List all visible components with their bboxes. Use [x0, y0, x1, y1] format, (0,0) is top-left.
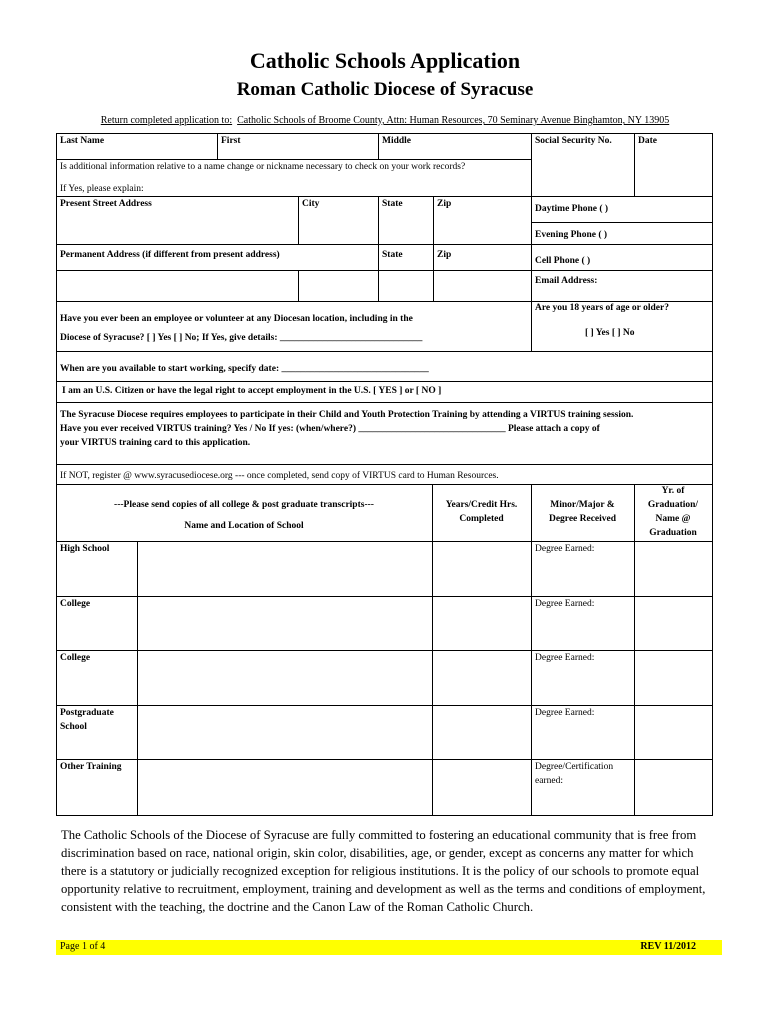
employee-question: Have you ever been an employee or volunteer at any Diocesan location, including in the [60, 314, 413, 324]
age-answer[interactable]: [ ] Yes [ ] No [585, 328, 635, 338]
revision-label: REV 11/2012 [640, 941, 696, 952]
permanent-state-field[interactable]: State [382, 250, 403, 260]
present-street-field[interactable]: Present Street Address [60, 199, 152, 209]
nondiscrimination-statement: The Catholic Schools of the Diocese of Syracuse are fully committed to fostering an educational community that is free from discrimination based on race, national origin, skin color, disabilities, age, or gender, except as concerns any matter for which there is a statutory or judicially recognized exception for religious institutions. It is the policy of our schools to promote equal opportunity relative to recruitment, employment, training and development as well as the terms and conditions of employment, consistent with the teaching, the doctrine and the Canon Law of the Roman Catholic Church. [61, 828, 706, 914]
last-name-field[interactable]: Last Name [60, 136, 105, 146]
degree-earned-field[interactable]: Degree Earned: [535, 653, 595, 663]
graduation-header: Yr. of [661, 486, 685, 496]
state-field[interactable]: State [382, 199, 403, 209]
cell-phone-field[interactable]: Cell Phone ( ) [535, 256, 591, 266]
virtus-register: If NOT, register @ www.syracusediocese.org --- once completed, send copy of VIRTUS card to Human Resources. [60, 471, 499, 481]
permanent-zip-field[interactable]: Zip [437, 250, 452, 260]
date-field[interactable]: Date [638, 136, 657, 146]
years-header: Years/Credit Hrs. [445, 500, 518, 510]
row-label-college: College [60, 653, 91, 663]
evening-phone-field[interactable]: Evening Phone ( ) [535, 230, 608, 240]
page-subtitle: Roman Catholic Diocese of Syracuse [236, 79, 534, 100]
degree-earned-field[interactable]: Degree Earned: [535, 599, 595, 609]
transcript-note: ---Please send copies of all college & post graduate transcripts--- [114, 500, 374, 510]
row-label-high-school: High School [60, 544, 110, 554]
age-question: Are you 18 years of age or older? [535, 303, 669, 313]
employee-answer[interactable]: Diocese of Syracuse? [ ] Yes [ ] No; If Yes, give details: ______________________________ [60, 333, 423, 343]
school-name-header: Name and Location of School [184, 521, 304, 531]
return-address [0, 115, 770, 126]
virtus-attach: your VIRTUS training card to this application. [60, 438, 251, 448]
return-prefix: Return completed application to: [100, 115, 233, 126]
virtus-question[interactable]: Have you ever received VIRTUS training? Yes / No If yes: (when/where?) _______________________________ Please attach a copy of [60, 424, 600, 434]
email-field[interactable]: Email Address: [535, 276, 598, 286]
zip-field[interactable]: Zip [437, 199, 452, 209]
row-label-college: College [60, 599, 91, 609]
row-label-other-training: Other Training [60, 762, 122, 772]
degree-header: Minor/Major & [550, 500, 615, 510]
additional-info-question: Is additional information relative to a name change or nickname necessary to check on your work records? [60, 162, 466, 172]
degree-header-2: Degree Received [548, 514, 617, 524]
degree-earned-field[interactable]: Degree Earned: [535, 544, 595, 554]
ssn-field[interactable]: Social Security No. [535, 136, 612, 146]
graduation-header-4: Graduation [649, 528, 697, 538]
page-number: Page 1 of 4 [60, 941, 106, 952]
graduation-header-2: Graduation/ [647, 500, 699, 510]
virtus-requirement: The Syracuse Diocese requires employees to participate in their Child and Youth Protection Training by attending a VIRTUS training session. [60, 410, 634, 420]
page-title: Catholic Schools Application [249, 48, 521, 73]
explain-field[interactable]: If Yes, please explain: [60, 184, 144, 194]
daytime-phone-field[interactable]: Daytime Phone ( ) [535, 204, 609, 214]
permanent-address-field[interactable]: Permanent Address (if different from present address) [60, 250, 280, 260]
certification-field-2[interactable]: earned: [535, 776, 563, 786]
row-label-postgraduate: Postgraduate [60, 708, 114, 718]
return-address-text: Catholic Schools of Broome County, Attn: Human Resources, 70 Seminary Avenue Binghamton, NY 13905 [237, 115, 670, 126]
certification-field[interactable]: Degree/Certification [535, 762, 614, 772]
middle-name-field[interactable]: Middle [382, 136, 412, 146]
footer-bar [56, 940, 722, 955]
degree-earned-field[interactable]: Degree Earned: [535, 708, 595, 718]
first-name-field[interactable]: First [221, 136, 241, 146]
citizen-question[interactable]: I am an U.S. Citizen or have the legal right to accept employment in the U.S. [ YES ] or [ NO ] [62, 386, 442, 396]
row-label-postgraduate-2: School [60, 722, 87, 732]
graduation-header-3: Name @ [655, 514, 691, 524]
city-field[interactable]: City [302, 199, 320, 209]
years-header-2: Completed [459, 514, 504, 524]
availability-field[interactable]: When are you available to start working, specify date: _______________________________ [60, 364, 429, 374]
